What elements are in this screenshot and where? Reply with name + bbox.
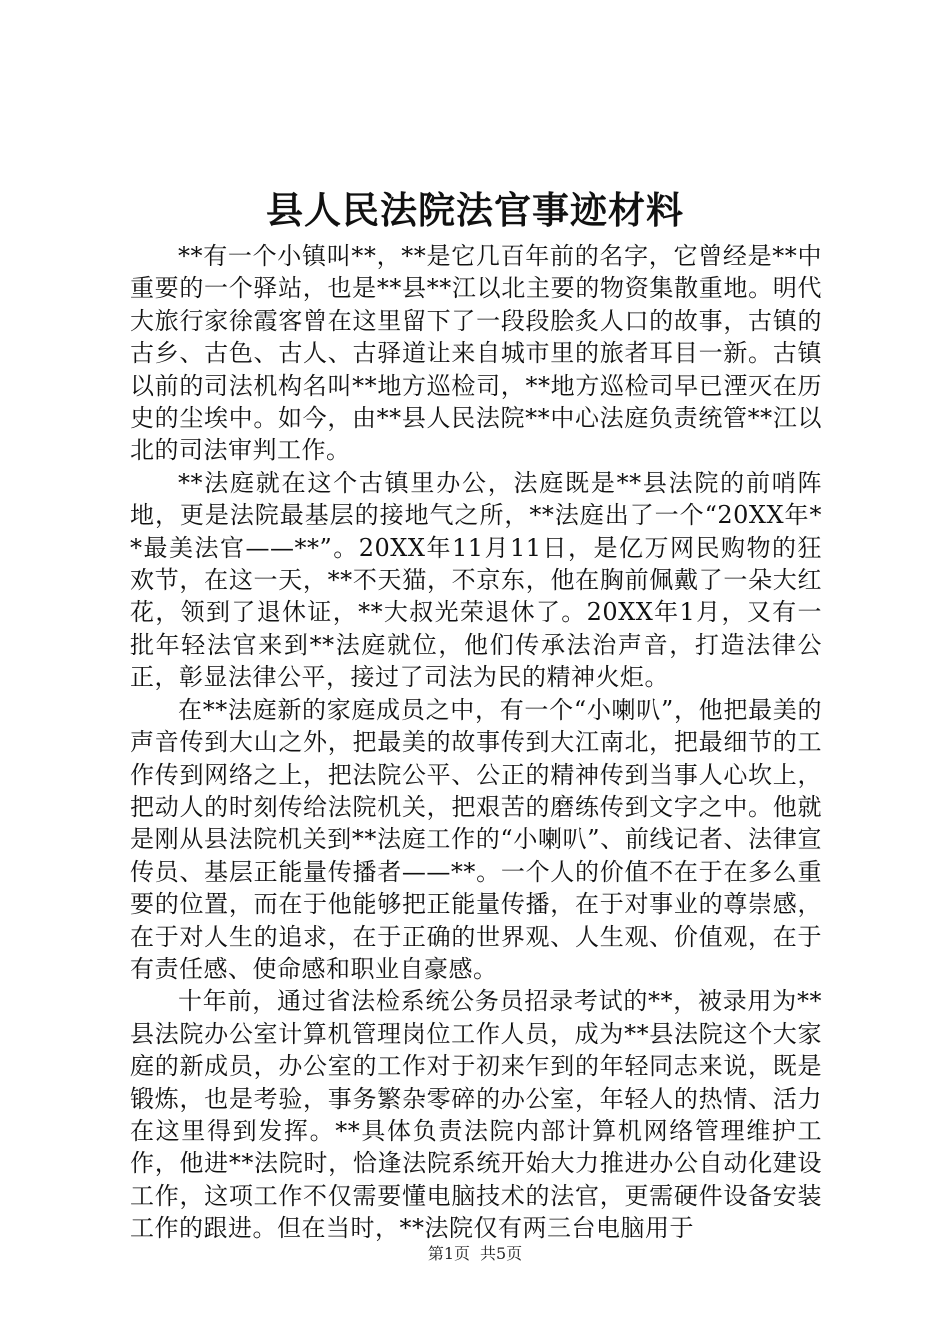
page-footer <box>0 1243 950 1265</box>
body-paragraph: 十年前，通过省法检系统公务员招录考试的**，被录用为**县法院办公室计算机管理岗位工作人员，成为**县法院这个大家庭的新成员，办公室的工作对于初来乍到的年轻同志来说，既是锻炼，也是考验，事务繁杂零碎的办公室，年轻人的热情、活力在这里得到发挥。**具体负责法院内部计算机网络管理维护工作，他进**法院时，恰逢法院系统开始大力推进办公自动化建设工作，这项工作不仅需要懂电脑技术的法官，更需硬件设备安装工作的跟进。但在当时，**法院仅有两三台电脑用于 <box>130 987 822 1243</box>
body-paragraph: **法庭就在这个古镇里办公，法庭既是**县法院的前哨阵地，更是法院最基层的接地气之所，**法庭出了一个“20XX年**最美法官——**”。20XX年11月11日，是亿万网民购物的狂欢节，在这一天，**不天猫，不京东，他在胸前佩戴了一朵大红花，领到了退休证，**大叔光荣退休了。20XX年1月，又有一批年轻法官来到**法庭就位，他们传承法治声音，打造法律公正，彰显法律公平，接过了司法为民的精神火炬。 <box>130 468 822 692</box>
body-paragraph: **有一个小镇叫**，**是它几百年前的名字，它曾经是**中重要的一个驿站，也是**县**江以北主要的物资集散重地。明代大旅行家徐霞客曾在这里留下了一段段脍炙人口的故事，古镇的古乡、古色、古人、古驿道让来自城市里的旅者耳目一新。古镇以前的司法机构名叫**地方巡检司，**地方巡检司早已湮灭在历史的尘埃中。如今，由**县人民法院**中心法庭负责统管**江以北的司法审判工作。 <box>130 242 822 465</box>
document-body <box>130 240 822 1245</box>
page-number: 第1页 <box>427 1244 470 1263</box>
page-total: 共5页 <box>480 1244 523 1263</box>
body-paragraph: 在**法庭新的家庭成员之中，有一个“小喇叭”，他把最美的声音传到大山之外，把最美的故事传到大江南北，把最细节的工作传到网络之上，把法院公平、公正的精神传到当事人心坎上，把动人的时刻传给法院机关，把艰苦的磨练传到文字之中。他就是刚从县法院机关到**法庭工作的“小喇叭”、前线记者、法律宣传员、基层正能量传播者——**。一个人的价值不在于在多么重要的位置，而在于他能够把正能量传播，在于对事业的尊崇感，在于对人生的追求，在于正确的世界观、人生观、价值观，在于有责任感、使命感和职业自豪感。 <box>130 695 822 983</box>
document-title: 县人民法院法官事迹材料 <box>266 188 684 232</box>
